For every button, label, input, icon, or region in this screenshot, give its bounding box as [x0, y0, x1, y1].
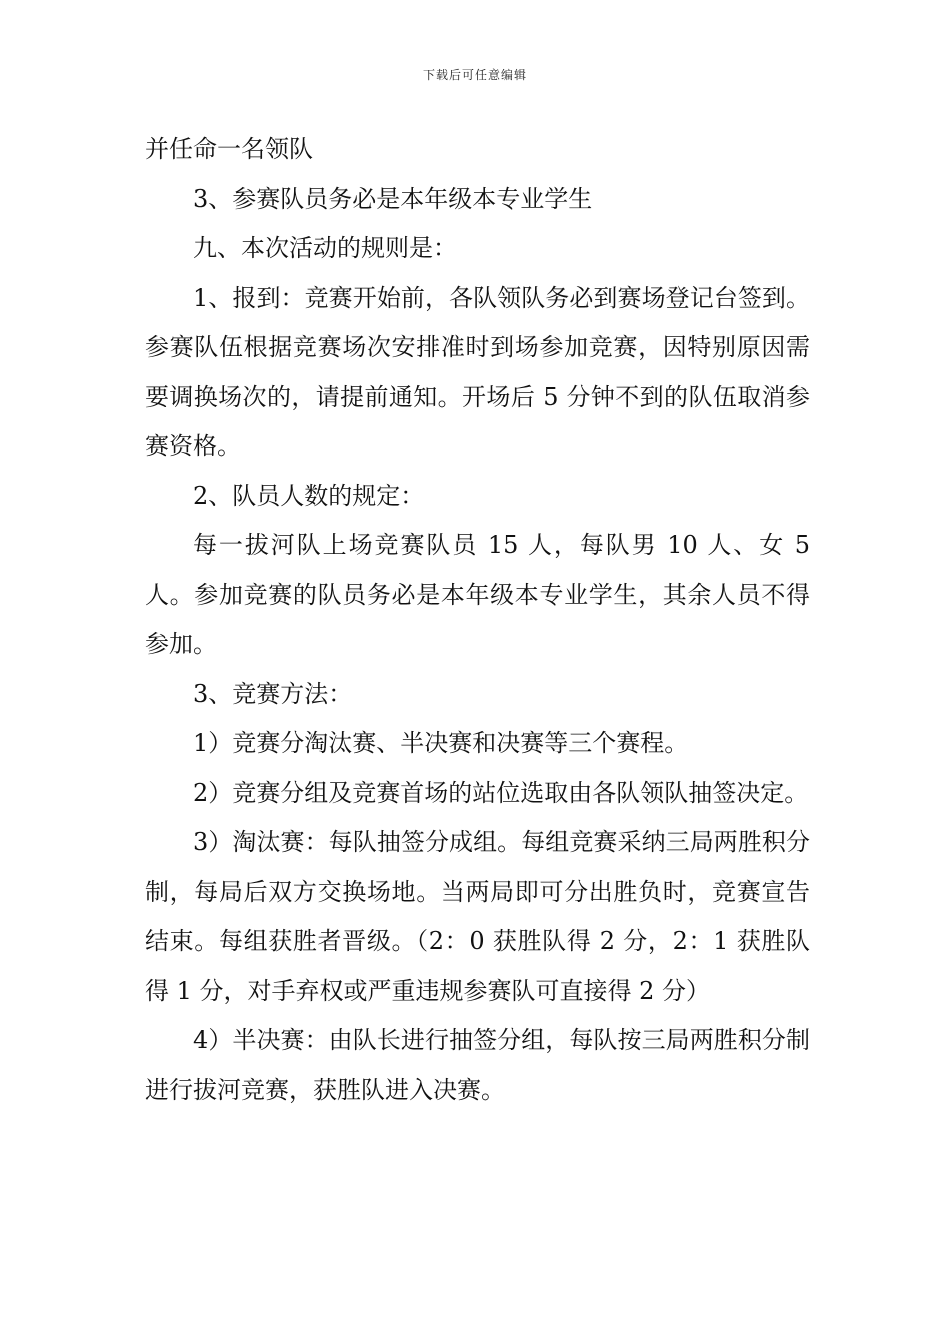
- page-header: 下载后可任意编辑: [422, 68, 527, 82]
- paragraph: 3）淘汰赛：每队抽签分成组。每组竞赛采纳三局两胜积分制，每局后双方交换场地。当两局即可分出胜负时，竞赛宣告结束。每组获胜者晋级。（2：0 获胜队得 2 分，2：1 获胜队得 1 分，对手弃权或严重违规参赛队可直接得 2 分）: [145, 828, 810, 1005]
- paragraph: 1）竞赛分淘汰赛、半决赛和决赛等三个赛程。: [193, 729, 689, 757]
- paragraph: 每一拔河队上场竞赛队员 15 人，每队男 10 人、女 5 人。参加竞赛的队员务必是本年级本专业学生，其余人员不得参加。: [145, 531, 810, 658]
- section-heading: 九、本次活动的规则是：: [193, 234, 457, 262]
- paragraph: 3、参赛队员务必是本年级本专业学生: [193, 184, 593, 213]
- document-body: [145, 125, 810, 1115]
- paragraph: 1、报到：竞赛开始前，各队领队务必到赛场登记台签到。参赛队伍根据竞赛场次安排准时到场参加竞赛，因特别原因需要调换场次的，请提前通知。开场后 5 分钟不到的队伍取消参赛资格。: [145, 283, 810, 460]
- paragraph: 并任命一名领队: [145, 135, 313, 163]
- paragraph: 2）竞赛分组及竞赛首场的站位选取由各队领队抽签决定。: [193, 778, 809, 807]
- paragraph: 2、队员人数的规定：: [193, 481, 425, 510]
- paragraph: 4）半决赛：由队长进行抽签分组，每队按三局两胜积分制进行拔河竞赛，获胜队进入决赛。: [145, 1026, 810, 1104]
- paragraph: 3、竞赛方法：: [193, 679, 353, 708]
